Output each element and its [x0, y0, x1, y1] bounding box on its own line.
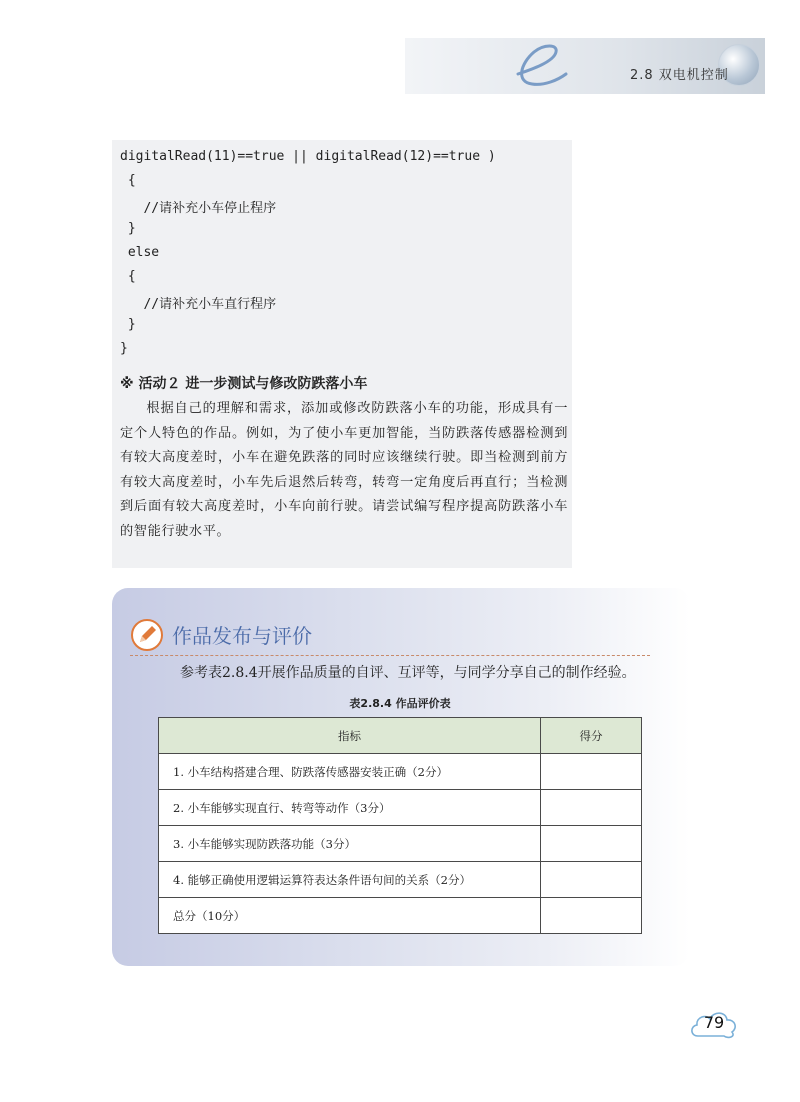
code-line: {: [120, 269, 136, 284]
criteria-cell: 总分（10分）: [159, 898, 541, 934]
code-line: }: [120, 221, 136, 236]
code-line: //请补充小车直行程序: [120, 297, 277, 312]
code-line: }: [120, 317, 136, 332]
table-header-row: [159, 718, 642, 754]
table-row: [159, 862, 642, 898]
criteria-cell: 1. 小车结构搭建合理、防跌落传感器安装正确（2分）: [159, 754, 541, 790]
table-row: [159, 898, 642, 934]
evaluation-table: [158, 717, 642, 934]
section-label: 2.8 双电机控制: [630, 68, 729, 83]
evaluation-title: 作品发布与评价: [172, 624, 312, 648]
score-cell: [541, 898, 642, 934]
score-cell: [541, 862, 642, 898]
criteria-cell: 3. 小车能够实现防跌落功能（3分）: [159, 826, 541, 862]
activity-paragraph: 根据自己的理解和需求，添加或修改防跌落小车的功能，形成具有一定个人特色的作品。例如，为了使小车更加智能，当防跌落传感器检测到有较大高度差时，小车在避免跌落的同时应该继续行驶。即当检测到前方有较大高度差时，小车先后退然后转弯，转弯一定角度后再直行；当检测到后面有较大高度差时，小车向前行驶。请尝试编写程序提高防跌落小车的智能行驶水平。: [120, 401, 568, 539]
criteria-cell: 4. 能够正确使用逻辑运算符表达条件语句间的关系（2分）: [159, 862, 541, 898]
code-line: }: [120, 341, 128, 356]
column-header-score: 得分: [541, 718, 642, 754]
evaluation-intro: 参考表2.8.4开展作品质量的自评、互评等，与同学分享自己的制作经验。: [180, 665, 636, 681]
code-line: digitalRead(11)==true || digitalRead(12)==true ): [120, 149, 496, 164]
page-number: 79: [703, 1013, 725, 1032]
code-line: {: [120, 173, 136, 188]
pencil-icon: [130, 618, 164, 652]
title-divider: [130, 655, 650, 656]
code-line: else: [120, 245, 160, 260]
table-row: [159, 826, 642, 862]
table-row: [159, 754, 642, 790]
score-cell: [541, 754, 642, 790]
score-cell: [541, 790, 642, 826]
code-line: //请补充小车停止程序: [120, 201, 277, 216]
table-row: [159, 790, 642, 826]
activity-title: ※ 活动２ 进一步测试与修改防跌落小车: [120, 376, 368, 392]
criteria-cell: 2. 小车能够实现直行、转弯等动作（3分）: [159, 790, 541, 826]
score-cell: [541, 826, 642, 862]
column-header-criteria: 指标: [159, 718, 541, 754]
e-logo-icon: [510, 40, 570, 90]
table-caption: 表2.8.4 作品评价表: [349, 697, 451, 710]
